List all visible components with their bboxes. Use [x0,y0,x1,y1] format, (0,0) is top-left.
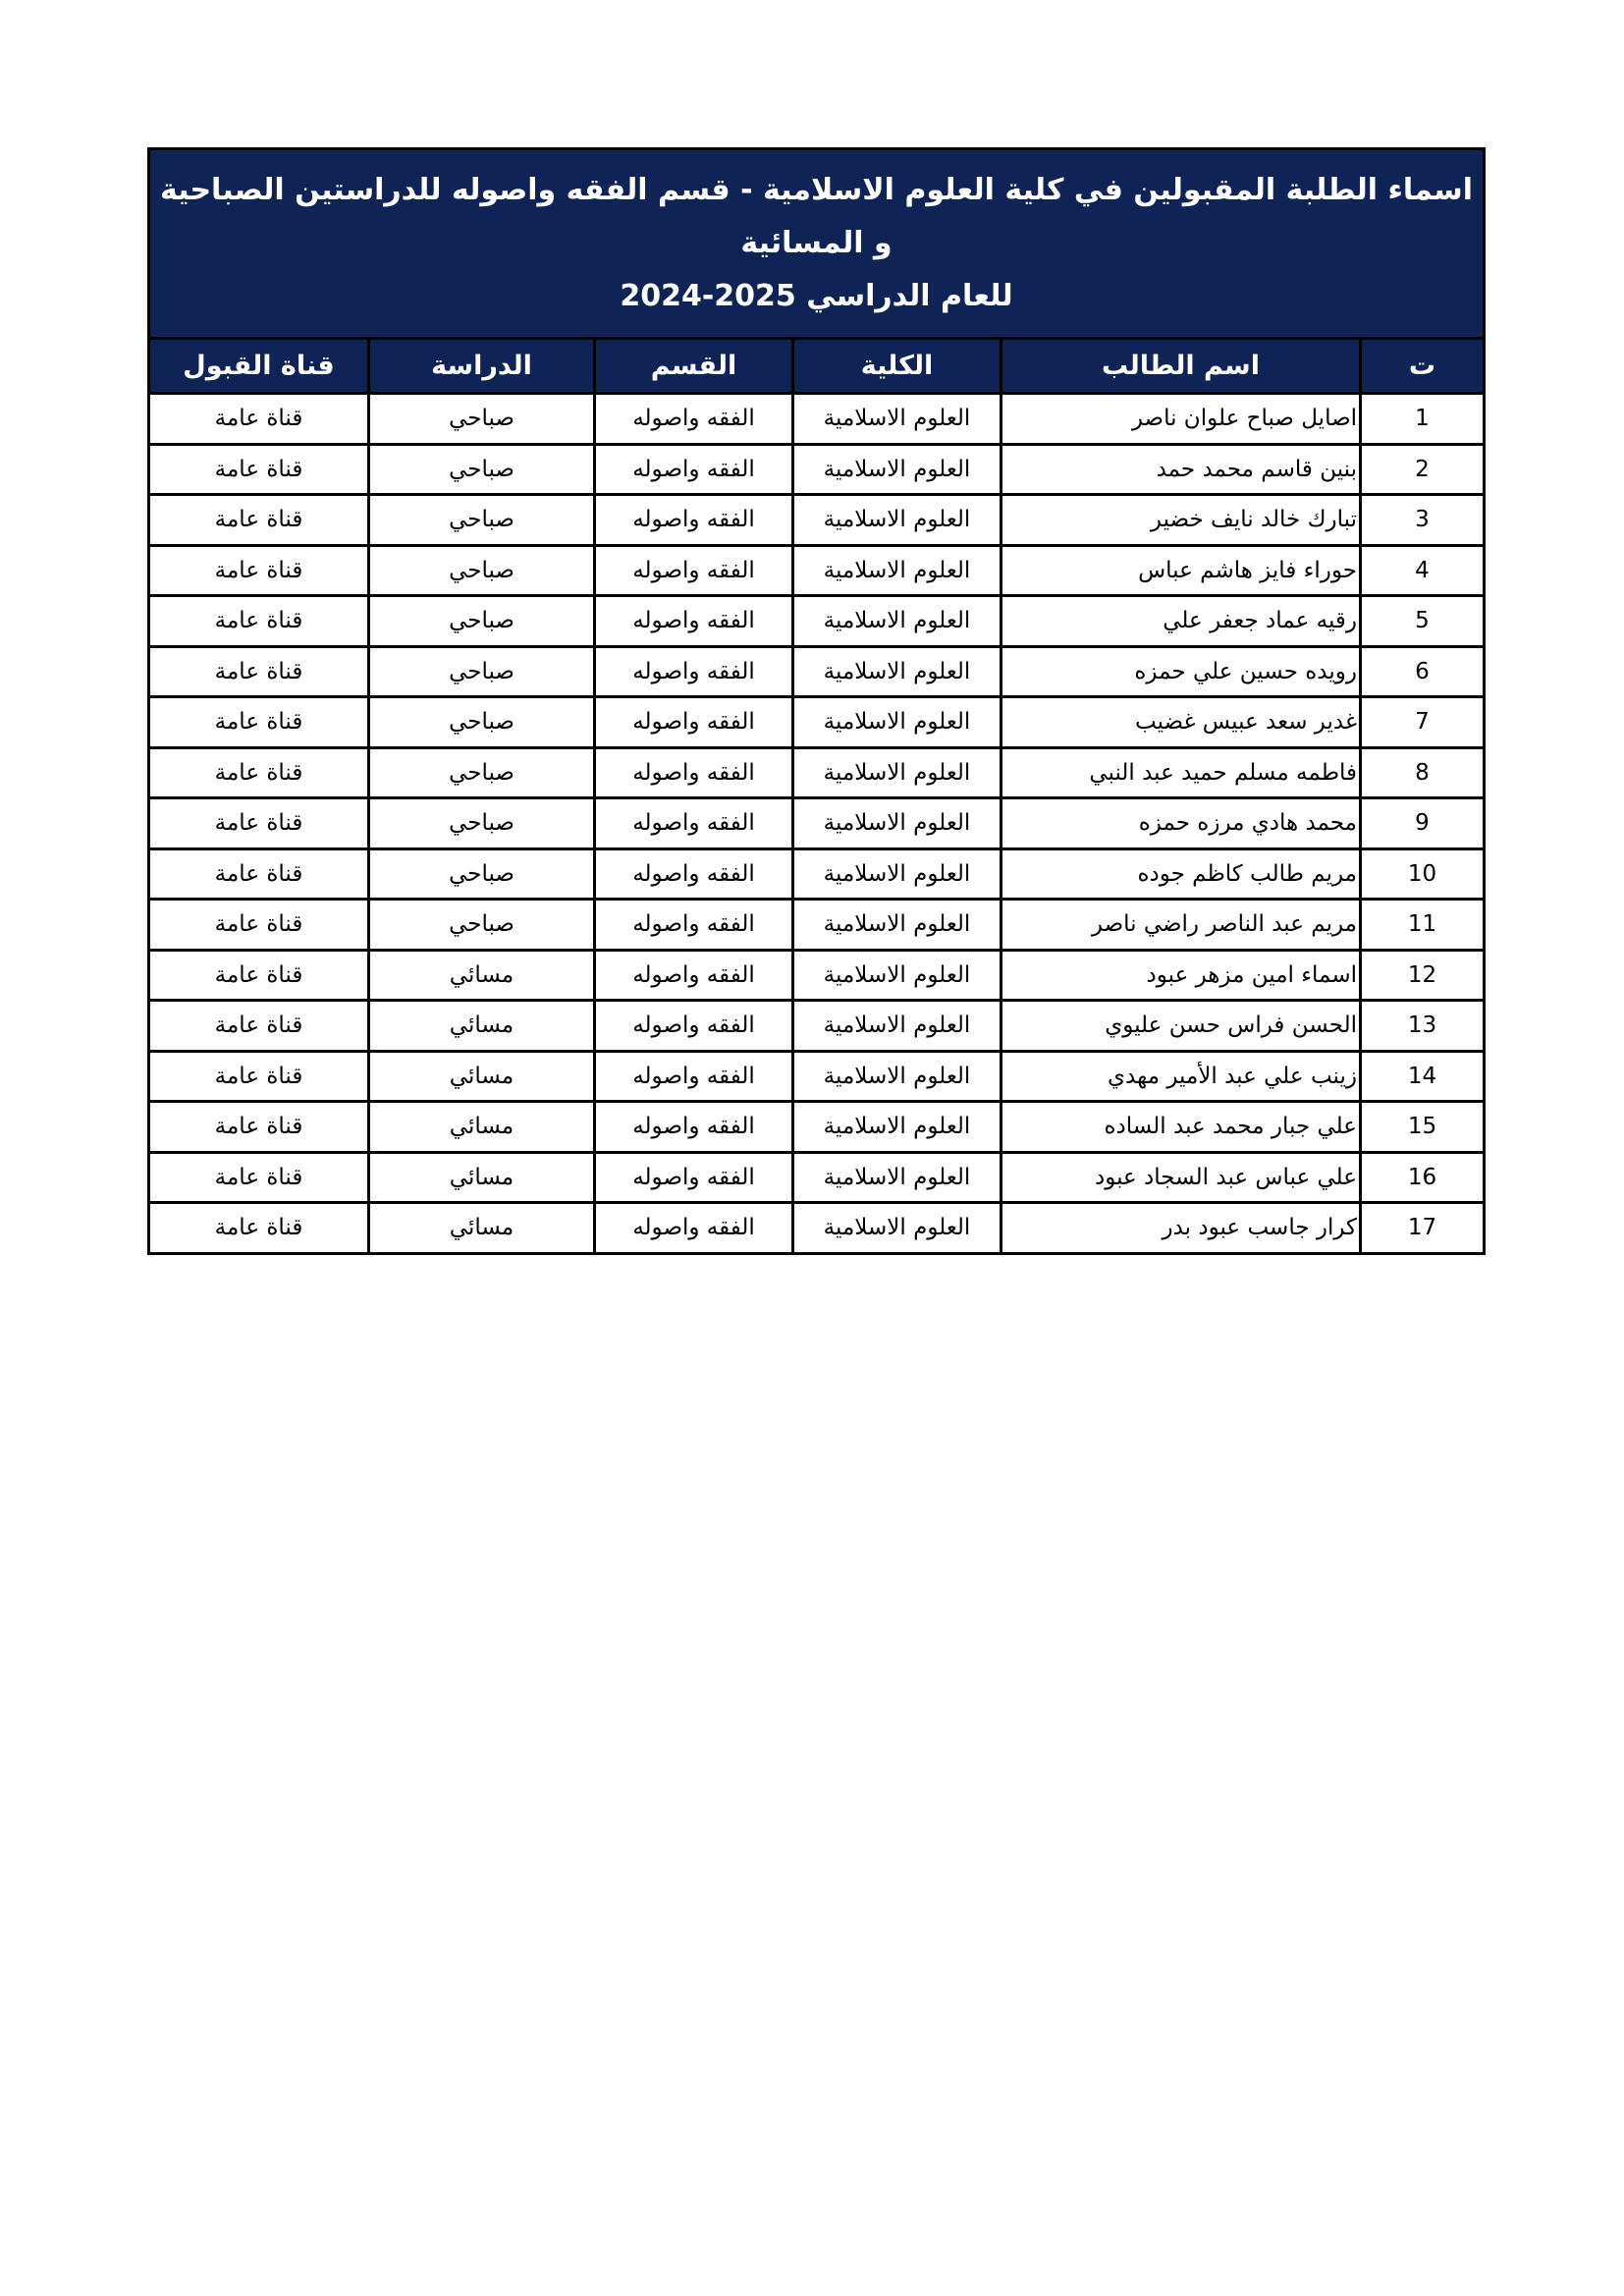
cell-no: 1 [1361,394,1485,445]
cell-college: العلوم الاسلامية [793,596,1001,647]
table-row [149,1051,1485,1102]
cell-no: 12 [1361,950,1485,1001]
cell-department: الفقه واصوله [595,394,793,445]
cell-study: مسائي [369,1001,595,1052]
cell-name: اصايل صباح علوان ناصر [1001,394,1361,445]
cell-admission-channel: قناة عامة [149,697,369,748]
cell-admission-channel: قناة عامة [149,747,369,798]
cell-admission-channel: قناة عامة [149,495,369,546]
cell-study: مسائي [369,1051,595,1102]
cell-college: العلوم الاسلامية [793,1051,1001,1102]
table-row [149,798,1485,849]
title-line-2: للعام الدراسي 2025-2024 [620,279,1013,313]
cell-no: 8 [1361,747,1485,798]
cell-no: 5 [1361,596,1485,647]
cell-admission-channel: قناة عامة [149,1051,369,1102]
cell-no: 14 [1361,1051,1485,1102]
cell-no: 17 [1361,1203,1485,1254]
cell-study: صباحي [369,495,595,546]
table-row [149,697,1485,748]
cell-department: الفقه واصوله [595,950,793,1001]
cell-name: كرار جاسب عبود بدر [1001,1203,1361,1254]
cell-department: الفقه واصوله [595,1051,793,1102]
cell-admission-channel: قناة عامة [149,596,369,647]
cell-study: صباحي [369,394,595,445]
cell-name: رويده حسين علي حمزه [1001,646,1361,697]
cell-no: 15 [1361,1102,1485,1153]
cell-no: 7 [1361,697,1485,748]
table-row [149,900,1485,951]
cell-no: 2 [1361,444,1485,495]
cell-admission-channel: قناة عامة [149,1203,369,1254]
cell-department: الفقه واصوله [595,545,793,596]
cell-admission-channel: قناة عامة [149,950,369,1001]
cell-college: العلوم الاسلامية [793,495,1001,546]
table-row [149,394,1485,445]
cell-study: صباحي [369,444,595,495]
cell-department: الفقه واصوله [595,1001,793,1052]
cell-study: مسائي [369,950,595,1001]
cell-study: صباحي [369,900,595,951]
cell-college: العلوم الاسلامية [793,1102,1001,1153]
cell-study: صباحي [369,798,595,849]
cell-department: الفقه واصوله [595,900,793,951]
table-header [149,339,1485,394]
cell-study: صباحي [369,697,595,748]
cell-college: العلوم الاسلامية [793,1001,1001,1052]
cell-college: العلوم الاسلامية [793,900,1001,951]
cell-college: العلوم الاسلامية [793,1152,1001,1203]
cell-study: مسائي [369,1102,595,1153]
table-row [149,1203,1485,1254]
cell-admission-channel: قناة عامة [149,1001,369,1052]
cell-college: العلوم الاسلامية [793,646,1001,697]
cell-name: علي جبار محمد عبد الساده [1001,1102,1361,1153]
cell-department: الفقه واصوله [595,444,793,495]
cell-no: 3 [1361,495,1485,546]
column-header-college: الكلية [793,339,1001,394]
cell-no: 11 [1361,900,1485,951]
cell-no: 4 [1361,545,1485,596]
cell-department: الفقه واصوله [595,697,793,748]
cell-admission-channel: قناة عامة [149,798,369,849]
cell-college: العلوم الاسلامية [793,848,1001,900]
cell-name: الحسن فراس حسن عليوي [1001,1001,1361,1052]
cell-admission-channel: قناة عامة [149,444,369,495]
cell-name: بنين قاسم محمد حمد [1001,444,1361,495]
title-line-1: اسماء الطلبة المقبولين في كلية العلوم الاسلامية - قسم الفقه واصوله للدراستين الصباحية و المسائية [160,173,1473,260]
cell-study: صباحي [369,848,595,900]
cell-college: العلوم الاسلامية [793,545,1001,596]
cell-college: العلوم الاسلامية [793,950,1001,1001]
cell-name: مريم طالب كاظم جوده [1001,848,1361,900]
cell-study: صباحي [369,646,595,697]
cell-name: محمد هادي مرزه حمزه [1001,798,1361,849]
students-table [147,337,1486,1255]
admission-list-sheet [147,147,1486,1255]
cell-no: 9 [1361,798,1485,849]
cell-admission-channel: قناة عامة [149,1152,369,1203]
cell-name: مريم عبد الناصر راضي ناصر [1001,900,1361,951]
table-row [149,1152,1485,1203]
header-row [149,339,1485,394]
column-header-department: القسم [595,339,793,394]
table-row [149,1001,1485,1052]
cell-no: 6 [1361,646,1485,697]
cell-study: مسائي [369,1152,595,1203]
cell-admission-channel: قناة عامة [149,900,369,951]
table-row [149,596,1485,647]
cell-college: العلوم الاسلامية [793,444,1001,495]
table-row [149,495,1485,546]
cell-admission-channel: قناة عامة [149,646,369,697]
cell-department: الفقه واصوله [595,495,793,546]
table-row [149,545,1485,596]
cell-name: غدير سعد عبيس غضيب [1001,697,1361,748]
cell-department: الفقه واصوله [595,596,793,647]
table-body [149,394,1485,1254]
cell-department: الفقه واصوله [595,848,793,900]
cell-admission-channel: قناة عامة [149,848,369,900]
column-header-no: ت [1361,339,1485,394]
cell-admission-channel: قناة عامة [149,394,369,445]
cell-name: اسماء امين مزهر عبود [1001,950,1361,1001]
table-row [149,444,1485,495]
cell-department: الفقه واصوله [595,747,793,798]
cell-admission-channel: قناة عامة [149,545,369,596]
table-row [149,950,1485,1001]
column-header-study: الدراسة [369,339,595,394]
table-row [149,1102,1485,1153]
cell-name: زينب علي عبد الأمير مهدي [1001,1051,1361,1102]
cell-study: صباحي [369,747,595,798]
cell-college: العلوم الاسلامية [793,798,1001,849]
cell-department: الفقه واصوله [595,798,793,849]
cell-study: صباحي [369,596,595,647]
cell-study: صباحي [369,545,595,596]
table-row [149,848,1485,900]
cell-admission-channel: قناة عامة [149,1102,369,1153]
cell-department: الفقه واصوله [595,1102,793,1153]
cell-college: العلوم الاسلامية [793,394,1001,445]
column-header-name: اسم الطالب [1001,339,1361,394]
cell-name: رقيه عماد جعفر علي [1001,596,1361,647]
cell-no: 10 [1361,848,1485,900]
cell-no: 16 [1361,1152,1485,1203]
cell-college: العلوم الاسلامية [793,1203,1001,1254]
cell-study: مسائي [369,1203,595,1254]
column-header-admission-channel: قناة القبول [149,339,369,394]
cell-college: العلوم الاسلامية [793,747,1001,798]
cell-department: الفقه واصوله [595,1203,793,1254]
table-row [149,646,1485,697]
cell-college: العلوم الاسلامية [793,697,1001,748]
cell-name: حوراء فايز هاشم عباس [1001,545,1361,596]
cell-department: الفقه واصوله [595,1152,793,1203]
table-row [149,747,1485,798]
title-banner [147,147,1486,340]
cell-department: الفقه واصوله [595,646,793,697]
cell-no: 13 [1361,1001,1485,1052]
cell-name: علي عباس عبد السجاد عبود [1001,1152,1361,1203]
cell-name: فاطمه مسلم حميد عبد النبي [1001,747,1361,798]
cell-name: تبارك خالد نايف خضير [1001,495,1361,546]
